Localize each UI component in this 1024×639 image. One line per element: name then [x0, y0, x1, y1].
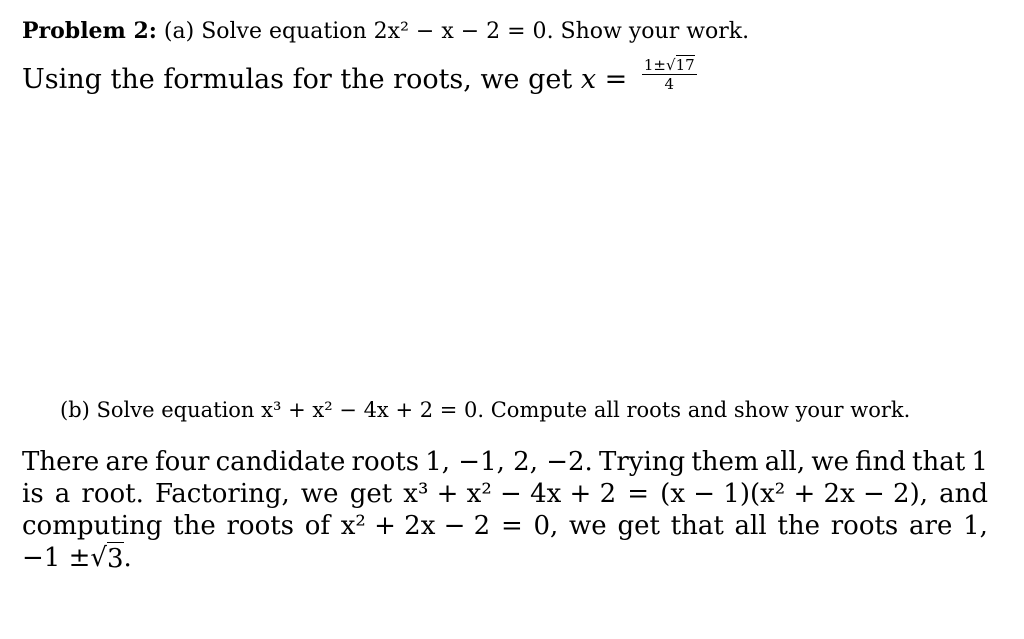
word: them: [691, 447, 759, 477]
answer-a-fraction: [642, 57, 697, 92]
answer-b-line-3: [22, 510, 988, 542]
part-b-equation: x³ + x² − 4x + 2 = 0: [261, 398, 478, 422]
word: 1,: [963, 511, 988, 541]
word: (x − 1)(x² + 2x − 2),: [660, 479, 928, 509]
word: all: [734, 511, 767, 541]
word: we: [811, 447, 849, 477]
problem-statement: [22, 16, 749, 47]
radicand: 17: [675, 56, 695, 74]
word: that: [670, 511, 724, 541]
answer-b-line-2: [22, 478, 988, 510]
word: find: [855, 447, 906, 477]
word: 1: [971, 447, 988, 477]
last-line-suffix: .: [123, 543, 132, 573]
word: computing: [22, 511, 163, 541]
word: are: [105, 447, 149, 477]
word: are: [909, 511, 953, 541]
part-a-suffix: . Show your work.: [546, 19, 750, 44]
word: we: [300, 479, 339, 509]
word: the: [173, 511, 216, 541]
word: candidate: [215, 447, 346, 477]
word: =: [627, 479, 650, 509]
word: roots: [830, 511, 899, 541]
word: we: [569, 511, 607, 541]
sqrt-icon: √: [90, 543, 107, 573]
part-b-statement: [60, 395, 910, 425]
word: get: [617, 511, 660, 541]
word: roots: [226, 511, 295, 541]
answer-a-variable: x: [580, 64, 597, 95]
word: four: [154, 447, 210, 477]
fraction-numerator: 1±√17: [643, 56, 695, 74]
word: that: [912, 447, 966, 477]
answer-a-equals: =: [604, 64, 628, 95]
answer-b: [22, 446, 988, 575]
answer-a-text: Using the formulas for the roots, we get: [22, 64, 573, 95]
word: 1, −1, 2, −2.: [425, 447, 593, 477]
answer-b-line-4: [22, 542, 988, 575]
answer-b-line-1: [22, 446, 988, 478]
word: There: [22, 447, 100, 477]
part-a-prefix: (a) Solve equation: [163, 19, 367, 44]
word: of: [304, 511, 331, 541]
word: and: [939, 479, 988, 509]
word: =: [500, 511, 523, 541]
word: a: [54, 479, 71, 509]
word: all,: [764, 447, 806, 477]
word: root.: [81, 479, 144, 509]
word: get: [349, 479, 393, 509]
problem-label: Problem 2:: [22, 18, 157, 44]
last-line-prefix: −1 ±: [22, 543, 91, 573]
word: the: [777, 511, 821, 541]
fraction-denominator: 4: [664, 75, 675, 93]
word: Factoring,: [154, 479, 290, 509]
sqrt-icon: √: [666, 56, 676, 74]
word: is: [22, 479, 44, 509]
part-b-suffix: . Compute all roots and show your work.: [477, 398, 911, 422]
word: roots: [351, 447, 420, 477]
word: 0,: [533, 511, 559, 541]
last-line-radicand: 3: [106, 544, 124, 574]
part-a-equation: 2x² − x − 2 = 0: [373, 19, 547, 44]
word: Trying: [598, 447, 686, 477]
part-b-prefix: (b) Solve equation: [60, 398, 255, 422]
answer-a: [22, 56, 697, 98]
word: x² + 2x − 2: [340, 511, 491, 541]
word: x³ + x² − 4x + 2: [403, 479, 617, 509]
